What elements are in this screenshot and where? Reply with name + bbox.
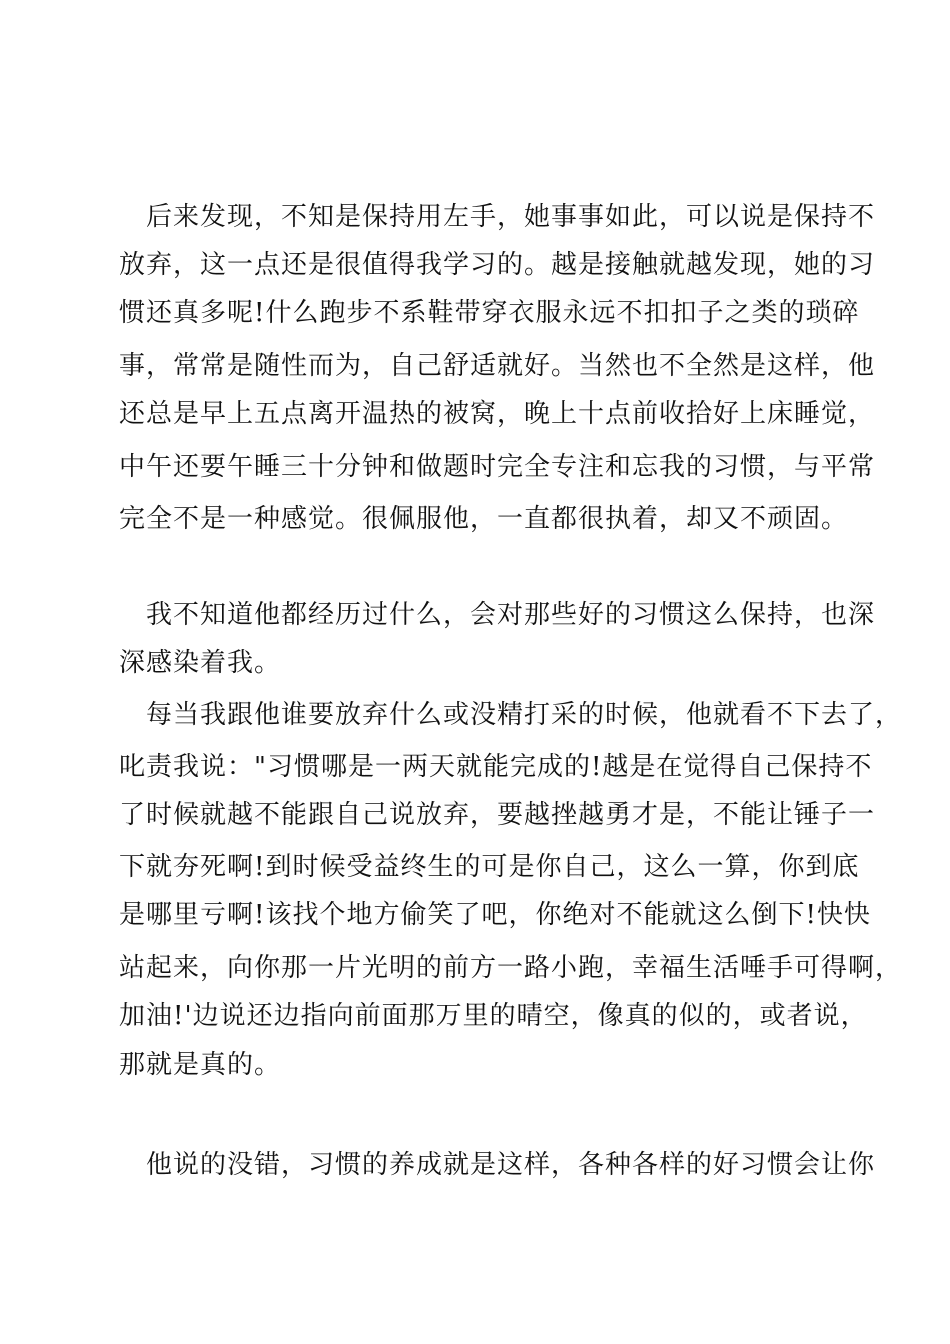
paragraph-1-line-2: 放弃，这一点还是很值得我学习的。越是接触就越发现，她的习 bbox=[119, 250, 876, 280]
paragraph-3-line-8: 那就是真的。 bbox=[119, 1050, 282, 1080]
paragraph-4-line-1: 他说的没错，习惯的养成就是这样，各种各样的好习惯会让你 bbox=[146, 1150, 876, 1180]
paragraph-3-line-5: 是哪里亏啊!该找个地方偷笑了吧，你绝对不能就这么倒下!快快 bbox=[119, 900, 871, 930]
paragraph-3-line-1: 每当我跟他谁要放弃什么或没精打采的时候，他就看不下去了， bbox=[146, 700, 903, 730]
paragraph-1-line-6: 中午还要午睡三十分钟和做题时完全专注和忘我的习惯，与平常 bbox=[119, 452, 876, 482]
paragraph-3-line-7: 加油!'边说还边指向前面那万里的晴空，像真的似的，或者说， bbox=[119, 1001, 868, 1031]
paragraph-1-line-5: 还总是早上五点离开温热的被窝，晚上十点前收拾好上床睡觉， bbox=[119, 399, 876, 429]
paragraph-3-line-4: 下就夯死啊!到时候受益终生的可是你自己，这么一算，你到底 bbox=[119, 852, 860, 882]
paragraph-3-line-2: 叱责我说："习惯哪是一两天就能完成的!越是在觉得自己保持不 bbox=[119, 752, 873, 782]
paragraph-1-line-1: 后来发现，不知是保持用左手，她事事如此，可以说是保持不 bbox=[146, 202, 876, 232]
paragraph-3-line-6: 站起来，向你那一片光明的前方一路小跑，幸福生活唾手可得啊， bbox=[119, 953, 903, 983]
paragraph-1-line-7: 完全不是一种感觉。很佩服他，一直都很执着，却又不顽固。 bbox=[119, 504, 849, 534]
paragraph-1-line-3: 惯还真多呢!什么跑步不系鞋带穿衣服永远不扣扣子之类的琐碎 bbox=[119, 298, 860, 328]
paragraph-1-line-4: 事，常常是随性而为，自己舒适就好。当然也不全然是这样，他 bbox=[119, 351, 876, 381]
paragraph-3-line-3: 了时候就越不能跟自己说放弃，要越挫越勇才是，不能让锤子一 bbox=[119, 800, 876, 830]
paragraph-2-line-2: 深感染着我。 bbox=[119, 648, 282, 678]
paragraph-2-line-1: 我不知道他都经历过什么，会对那些好的习惯这么保持，也深 bbox=[146, 600, 876, 630]
